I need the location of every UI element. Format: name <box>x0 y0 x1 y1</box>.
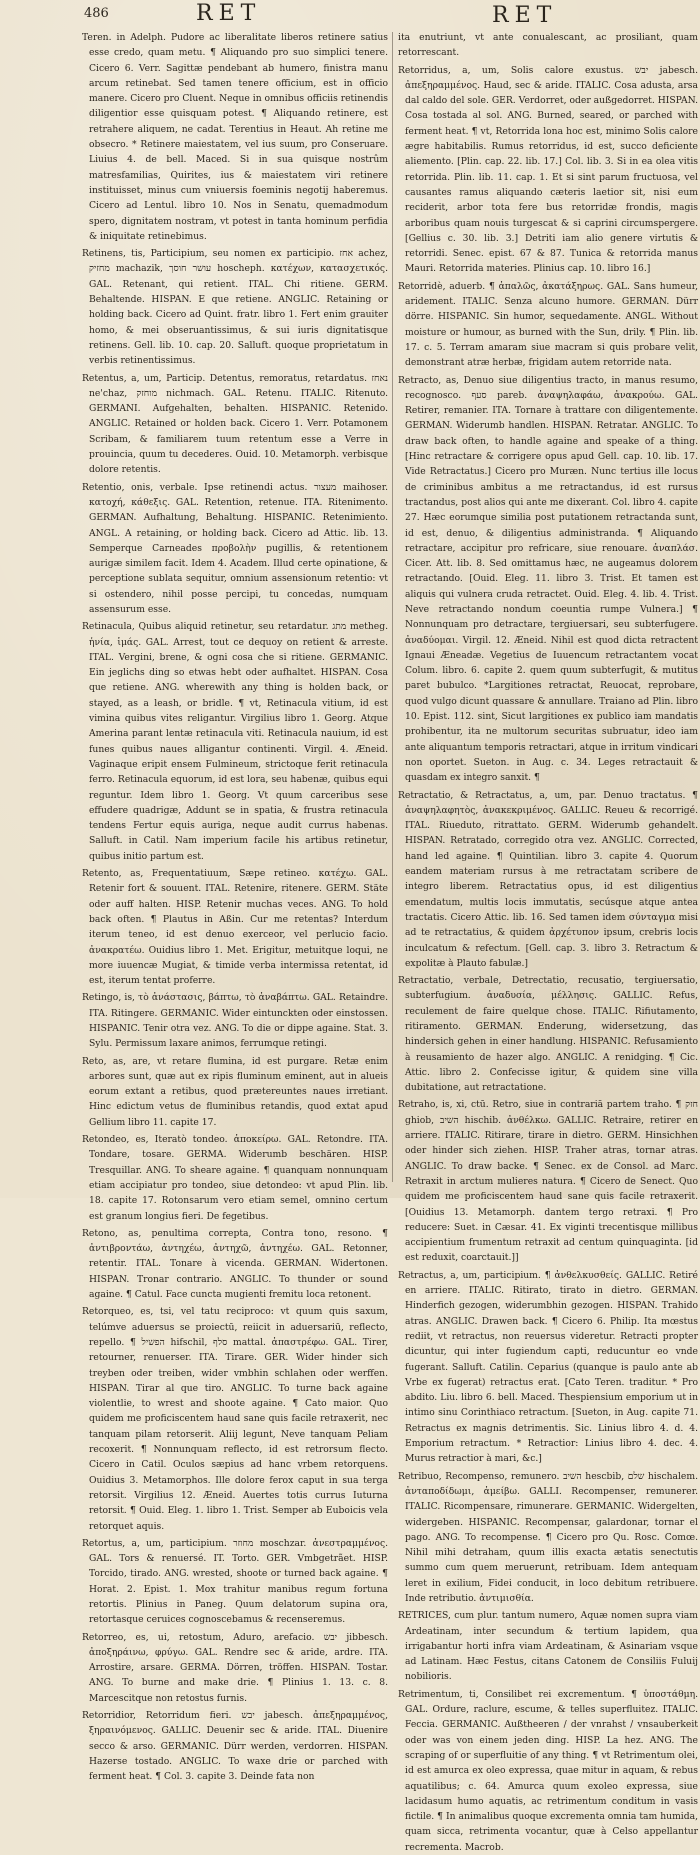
dictionary-entry: Retorridus, a, um, Solis calore exustus. יבש jabesch. ἀπεξηραμμένος. Haud, sec & aride. ITALIC. Cosa adusta, arsa dal caldo del sole. GER. Verdorret, oder außgedorret. HISPAN. Cosa tostada al sol. ANG. Burned, seared, or parched with ferment heat. ¶ vt, Retorrida lona hoc est, minimo Solis calore ægre habitabilis. Rumus retorridus, id est, succo deficiente aliemento. [Plin. cap. 22. lib. 17.] Col. lib. 3. Si in ea olea vitis retorrida. Plin. lib. 11. cap. 1. Et si sint parum fructuosa, vel causantes ramus aliquando cæteris laetior sit, nisi eum reciderit, arbor tota fere bus retorridæ frondis, magis arboribus quam nouis turgescat & si caprini circumspergere. [Gellius c. 30. lib. 3.] Detriti iam alio genere virtutis & retorridi. Senec. epist. 67 & 87. Tunica & retorrida manus Mauri. Retorrida materies. Plinius cap. 10. libro 16.] <box>398 64 698 275</box>
dictionary-entry: Retondeo, es, Iteratò tondeo. ἀποκείρω. GAL. Retondre. ITA. Tondare, tosare. GERMA. Widerumb beschären. HISP. Tresquillar. ANG. To sheare againe. ¶ quanquam nonnunquam etiam accipiatur pro tondeo, siue detondeo: vt apud Plin. lib. 18. capite 17. Rotonsarum vero etiam semel, omnino certum est granum longius fieri. De fegetibus. <box>82 1134 388 1222</box>
right-column <box>398 30 698 1853</box>
dictionary-entry: Retento, as, Frequentatiuum, Sæpe retineo. κατέχω. GAL. Retenir fort & souuent. ITAL. Retenire, ritenere. GERM. Stäte oder auff halten. HISP. Retenir muchas veces. ANG. To hold back often. ¶ Plautus in Aßin. Cur me retentas? Interdum iterum teneo, id est denuo exerceor, vel perlucio facio. ἀνακρατέω. Ouidius libro 1. Met. Erigitur, metuitque loqui, ne more iuuencæ Mugiat, & timide verba intermissa retentat, id est, iterum tentat proferre. <box>82 868 388 987</box>
dictionary-entry: Reto, as, are, vt retare flumina, id est purgare. Retæ enim arbores sunt, quæ aut ex ripis fluminum eminent, aut in alueis eorum extant a retibus, quod prætereuntes naues irretiant. Hinc edictum vetus de fluminibus retandis, quod extat apud Gellium libro 11. capite 17. <box>82 1055 388 1128</box>
column-divider <box>392 32 393 1182</box>
dictionary-entry: Teren. in Adelph. Pudore ac liberalitate liberos retinere satius esse credo, quam metu. ¶ Aliquando pro suo simplici tenere. Cicero 6. Verr. Sagittæ pendebant ab humero, finistra manu arcum retinebat. Sed tamen tenere officium, est in officio manere. Cicero pro Cluent. Neque in omnibus officiis retinendis diligentior esse quisquam potest. ¶ Aliquando retinere, est retrahere aliquem, ne cadat. Terentius in Heaut. Ah retine me obsecro. * Retinere maiestatem, vel ius suum, pro Conseruare. Liuius 4. de bell. Maced. Si in sua quisque nostrûm matresfamilias, Quirites, ius & maiestatem viri retinere instituisset, minus cum vniuersis foeminis negotij haberemus. Cicero ad Lentul. libro 10. Nos in Senatu, quemadmodum spero, dignitatem nostram, vt potest in tanta hominum perfidia & iniquitate retinebimus. <box>82 32 388 242</box>
dictionary-entry: Retrimentum, ti, Consilibet rei excrementum. ¶ ὑποστάθμη. GAL. Ordure, raclure, escume, & telles superfluitez. ITALIC. Feccia. GERMANIC. Außtheeren / der vnrahst / vnsauberkeit oder was von einem jeden ding. HISP. La hez. ANG. The scraping of or superfluitie of any thing. ¶ vt Retrimentum olei, id est amurca ex oleo expressa, quae mitur in aquam, & rebus aquatilibus; c. 64. Amurca quum exoleo expressa, siue lacidasum humo aquatis, ac retrimentum conditum in vasis fictile. ¶ In animalibus quoque excrementa omnia tam humida, quam sicca, retrimenta vocantur, quæ à Celso appellantur recrementa. Macrob. <box>398 1688 698 1853</box>
page-header <box>0 0 700 30</box>
running-head-left: RET <box>196 1 262 26</box>
dictionary-entry: Retorqueo, es, tsi, vel tatu reciproco: vt quum quis saxum, telúmve aduersus se proiectū, reiicit in aduersariū, reflecto, repello. ¶ הפשיל hifschil, סלף mattal. ἀπαστρέφω. GAL. Tirer, retourner, renuerser. ITA. Tirare. GER. Wider hinder sich treyben oder treiben, wider vmbhin schlahen oder werffen. HISPAN. Tirar al que tiro. ANGLIC. To turne back againe violentlie, to wrest and shoote againe. ¶ Cato maior. Quo quidem me proficiscentem haud sane quis facile retraxerit, nec tanquam pilam retorserit. Aliij legunt, Neve tanquam Peliam recoxerit. ¶ Nonnunquam reflecto, id est retrorsum flecto. Cicero in Catil. Oculos sæpius ad hanc vrbem retorquens. Ouidius 3. Metamorphos. Ille dolore ferox caput in sua terga retorsit. Virgilius 12. Æneid. Auertes totis currus Iuturna retorsit. ¶ Ouid. Eleg. 1. libro 1. Trist. Semper ab Euboicis vela retorquet aquis. <box>82 1306 388 1532</box>
dictionary-entry: Retractus, a, um, participium. ¶ ἀνθελκυσθείς. GALLIC. Retiré en arriere. ITALIC. Ritirato, tirato in dietro. GERMAN. Hinderfich gezogen, widerumbhin gezogen. HISPAN. Trahido atras. ANGLIC. Drawen back. ¶ Cicero 6. Philip. Ita mœstus rediit, vt retractus, non reuersus videretur. Retracti propter dicuntur, qui inter fugiendum capti, reducuntur eo vnde fugerant. Salluft. Catilin. Ceparius (quanque is paulo ante ab Vrbe ex fugerat) retractus erat. [Cato Teren. traditur. * Pro abdito. Liu. libro 6. bell. Maced. Thespiensium emporium ut in intimo sinu Corinthiaco retractum. [Sueton, in Aug. capite 71. Retractus ex magnis detrimentis. Sic. Linius libro 4. d. 4. Emporium retractum. * Retractior: Linius libro 4. dec. 4. Murus retractior à mari, &c.] <box>398 1269 698 1465</box>
dictionary-entry: Retorreo, es, ui, retostum, Aduro, arefacio. יבש jibbesch. ἀποξηράινω, φρύγω. GAL. Rendre sec & aride, ardre. ITA. Arrostire, arsare. GERMA. Dörren, tröffen. HISPAN. Tostar. ANG. To burne and make drie. ¶ Plinius 1. 13. c. 8. Marcescitque non retostus furnis. <box>82 1631 389 1704</box>
dictionary-entry: Retentus, a, um, Particip. Detentus, remoratus, retardatus. נאחז ne'chaz, מוחזק nichmach. GAL. Retenu. ITALIC. Ritenuto. GERMANI. Aufgehalten, behalten. HISPANIC. Retenido. ANGLIC. Retained or holden back. Cicero 1. Verr. Potamonem Scribam, & familiarem tuum retentum esse a Verre in prouincia, quum tu decederes. Ouid. 10. Metamorph. verbisque dolore retentis. <box>82 372 388 476</box>
dictionary-entry: Retractatio, verbale, Detrectatio, recusatio, tergiuersatio, subterfugium. ἀναδυσία, μέλλησις. GALLIC. Refus, reculement de faire quelque chose. ITALIC. Rifiutamento, ritiramento. GERMAN. Enderung, widersetzung, das hindersich gehen in einer handlung. HISPANIC. Refusamiento à reusamiento de hazer algo. ANGLIC. A renidging. ¶ Cic. Attic. libro 2. Confecisse igitur, & quidem sine villa dubitatione, aut retractatione. <box>398 975 698 1094</box>
dictionary-entry: Retono, as, penultima correpta, Contra tono, resono. ¶ ἀντιβροντάω, ἀντηχέω, ἀντηχῶ, ἀντηχέω. GAL. Retonner, retentir. ITAL. Tonare à vicenda. GERMAN. Widertonen. HISPAN. Tronar contrario. ANGLIC. To thunder or sound againe. ¶ Catul. Face cuncta mugienti fremitu loca retonent. <box>82 1227 388 1301</box>
dictionary-entry: RETRICES, cum plur. tantum numero, Aquæ nomen supra viam Ardeatinam, inter secundum & tertium lapidem, qua irrigabantur horti infra viam Ardeatinam, & Asinariam vsque ad Latinam. Hæc Festus, citans Catonem de Consiliis Fuluij nobilioris. <box>398 1610 698 1683</box>
dictionary-entry: Retorridè, aduerb. ¶ ἀπαλῶς, ἀκατάξηρως. GAL. Sans humeur, aridement. ITALIC. Senza alcuno humore. GERMAN. Dürr dörre. HISPANIC. Sin humor, sequedamente. ANGL. Without moisture or humour, as burned with the Sun, drily. ¶ Plin. lib. 17. c. 5. Terram amaram siue macram si quis probare velit, demonstrant atræ herbæ, frigidam autem retorride nata. <box>398 280 698 369</box>
dictionary-entry: ita enutriunt, vt ante conualescant, ac prosiliant, quam retorrescant. <box>398 32 698 59</box>
dictionary-entry: Retorridior, Retorridum fieri. יבש jabesch. ἀπεξηραμμένος, ξηραινόμενος. GALLIC. Deuenir sec & aride. ITAL. Diuenire secco & arso. GERMANIC. Dürr werden, verdorren. HISPAN. Hazerse tostado. ANGLIC. To waxe drie or parched with ferment heat. ¶ Col. 3. capite 3. Deinde fata non <box>82 1710 388 1783</box>
dictionary-entry: Retingo, is, τὸ ἀνάστασις, βάπτω, τὸ ἀναβάπτω. GAL. Retaindre. ITA. Ritingere. GERMANIC. Wider eintunckten oder einstossen. HISPANIC. Tenir otra vez. ANG. To die or dippe againe. Stat. 3. Sylu. Permissum laxare animos, ferrumque retingi. <box>82 992 388 1050</box>
dictionary-entry: Retribuo, Recompenso, remunero. השיב hescbib, שלם hischalem. ἀνταποδίδωμι, ἀμείβω. GALLI. Recompenser, remunerer. ITALIC. Ricompensare, rimunerare. GERMANIC. Widergelten, widergeben. HISPANIC. Recompensar, galardonar, tornar el pago. ANG. To recompense. ¶ Cicero pro Qu. Rosc. Comœ. Nihil mihi detraham, quum illis exacta ætatis senectutis summo cum quem meruerunt, retribuam. Idem antequam leret in exilium, Fidei conducit, in loco debitum retribuere. Inde retributio. ἀντιμισθία. <box>398 1470 698 1604</box>
dictionary-entry: Retractatio, & Retractatus, a, um, par. Denuo tractatus. ¶ ἀναψηλαφητὸς, ἀνακεκριμένος. GALLIC. Reueu & recorrigé. ITAL. Riueduto, ritrattato. GERM. Widerumb gehandelt. HISPAN. Retratado, corregido otra vez. ANGLIC. Corrected, hand led againe. ¶ Quintilian. libro 3. capite 4. Quorum eandem materiam rursus à me retractatam scribere de integro liberem. Retractatius opus, id est diligentius emendatum, multis locis immutatis, secúsque atque antea tractatis. Cicero Attic. lib. 16. Sed tamen idem σύνταγμα misi ad te retractatius, & quidem ἀρχέτυπον ipsum, crebris locis inculcatum & refectum. [Gell. cap. 3. libro 3. Retractum & expolitæ à Plauto fabulæ.] <box>398 789 698 969</box>
running-head-right: RET <box>492 3 558 28</box>
page-number: 486 <box>84 6 109 21</box>
dictionary-entry: Retracto, as, Denuo siue diligentius tracto, in manus resumo, recognosco. סעף pareb. ἀναψηλαφάω, ἀνακρούω. GAL. Retirer, remanier. ITA. Tornare à trattare con diligentemente. GERMAN. Widerumb handlen. HISPAN. Retratar. ANGLIC. To draw back often, to handle againe and speake of a thing. [Hinc retractare & corrigere opus apud Gell. cap. 10. lib. 17. Vide Retractatus.] Cicero pro Muræn. Nunc tertius ille locus de criminibus ambitus a me retractandus, id est rursus tractandus, post alios qui ante me dixerant. Col. libro 4. capite 27. Hæc eorumque similia post putationem retractanda sunt, id est, denuo, & diligentius administranda. ¶ Aliquando retractare, accipitur pro refricare, siue renouare. ἀναπλάσ. Cicer. Att. lib. 8. Sed omittamus hæc, ne augeamus dolorem retractando. [Ouid. Eleg. 11. libro 3. Trist. Et tamen est aliquis qui vulnera cruda retractet. Ouid. Eleg. 4. lib. 4. Trist. Neve retractando nondum coeuntia rumpe Vulnera.] ¶ Nonnunquam pro detractare, tergiuersari, seu subterfugere. ἀναδύομαι. Virgil. 12. Æneid. Nihil est quod dicta retractent Ignaui Æneadæ. Vegetius de Iuuencum retractantem vocat Colum. libro. 6. capite 2. quem quum subterfugit, & mutitus paret bubulco. *Largitiones retractat, Reuocat, reprobare, quod vulgo dicunt quassare & annullare. Traiano ad Plin. libro 10. Epist. 112. sint, Sicut largitiones ex publico iam mandatis prohibentur, ita ne multorum securitas subruatur, ideo iam ante aliquantum temporis retractari, atque in irritum vindicari non oportet. Sueton. in Aug. c. 34. Leges retractauit & quasdam ex integro sanxit. ¶ <box>398 374 698 784</box>
dictionary-entry: Retentio, onis, verbale. Ipse retinendi actus. מעצור maihoser. κατοχή, κάθεξις. GAL. Retention, retenue. ITA. Ritenimento. GERMAN. Aufhaltung, Behaltung. HISPANIC. Retenimiento. ANGL. A retaining, or holding back. Cicero ad Attic. lib. 13. Semperque Carneades προβολὴν pugillis, & retentionem aurigæ similem facit. Idem 4. Academ. Illud certe opinatione, & perceptione sublata sequitur, omnium assensionum retentio: vt si ostendero, nihil posse percipi, tu concedas, numquam assensurum esse. <box>82 481 388 615</box>
dictionary-entry: Retortus, a, um, participium. מחוזר moschzar. ἀνεστραμμένος. GAL. Tors & renuersé. IT. Torto. GER. Vmbgetrãet. HISP. Torcido, tirado. ANG. wrested, shoote or turned back againe. ¶ Horat. 2. Epist. 1. Mox trahitur manibus regum fortuna retortis. Plinius in Paneg. Quum delatorum supina ora, retortasque ceruices cognoscebamus & recenseremus. <box>82 1537 389 1626</box>
dictionary-entry: Retinens, tis, Participium, seu nomen ex participio. אחז achez, מחזיק machazik, עושר חוסך hoscheph. κατέχων, κατασχετικός. GAL. Retenant, qui retient. ITAL. Chi ritiene. GERM. Behaltende. HISPAN. E que retiene. ANGLIC. Retaining or holding back. Cicero ad Quint. fratr. libro 1. Fert enim grauiter homo, & mei obseruantissimus, & sui iuris dignitatisque retinens. Gell. lib. 10. cap. 20. Salluft. quoque proprietatum in verbis retinentissimus. <box>82 248 388 367</box>
dictionary-entry: Retraho, is, xi, ctū. Retro, siue in contrariā partem traho. ¶ חזק ghiob, השיב hischib. ἀνθέλκω. GALLIC. Retraire, retirer en arriere. ITALIC. Ritirare, tirare in dietro. GERM. Hinsichhen oder hinder sich ziehen. HISP. Traher atras, tornar atras. ANGLIC. To draw backe. ¶ Senec. ex de Consol. ad Marc. Retraxit in arctum mulieres natura. ¶ Cicero de Senect. Quo quidem me proficiscentem haud sane quis facile retraxerit. [Ouidius 13. Metamorph. dantem tergo retraxi. ¶ Pro reducere: Suet. in Cæsar. 41. Ex viginti trecentisque millibus accipientium frumentum retraxit ad centum quinquaginta. [id est reduxit, coarctauit.]] <box>398 1099 698 1264</box>
dictionary-entry: Retinacula, Quibus aliquid retinetur, seu retardatur. מתג metheg. ἡνία, ἱμάς. GAL. Arrest, tout ce dequoy on retient & arreste. ITAL. Vergini, brene, & ogni cosa che si ritiene. GERMANIC. Ein jeglichs ding so etwas hebt oder aufhaltet. HISPAN. Cosa que retiene. ANG. wherewith any thing is holden back, or stayed, as a leash, or bridle. ¶ vt, Retinacula vitium, id est vimina quibus vites religantur. Virgilius libro 1. Georg. Atque Amerina parant lentæ retinacula viti. Retinacula nauium, id est funes quibus naues alligantur continenti. Virgil. 4. Æneid. Vaginaque eripit ensem Fulmineum, strictoque ferit retinacula ferro. Retinacula equorum, id est lora, seu habenæ, quibus equi reguntur. Idem libro 1. Georg. Vt quum carceribus sese effudere quadrigæ, Addunt se in spatia, & frustra retinacula tendens Fertur equis auriga, neque audit currus habenas. Salluft. in Catil. Nam imperium facile his artibus retinetur, quibus initio partum est. <box>82 621 388 862</box>
left-column <box>82 30 389 1783</box>
